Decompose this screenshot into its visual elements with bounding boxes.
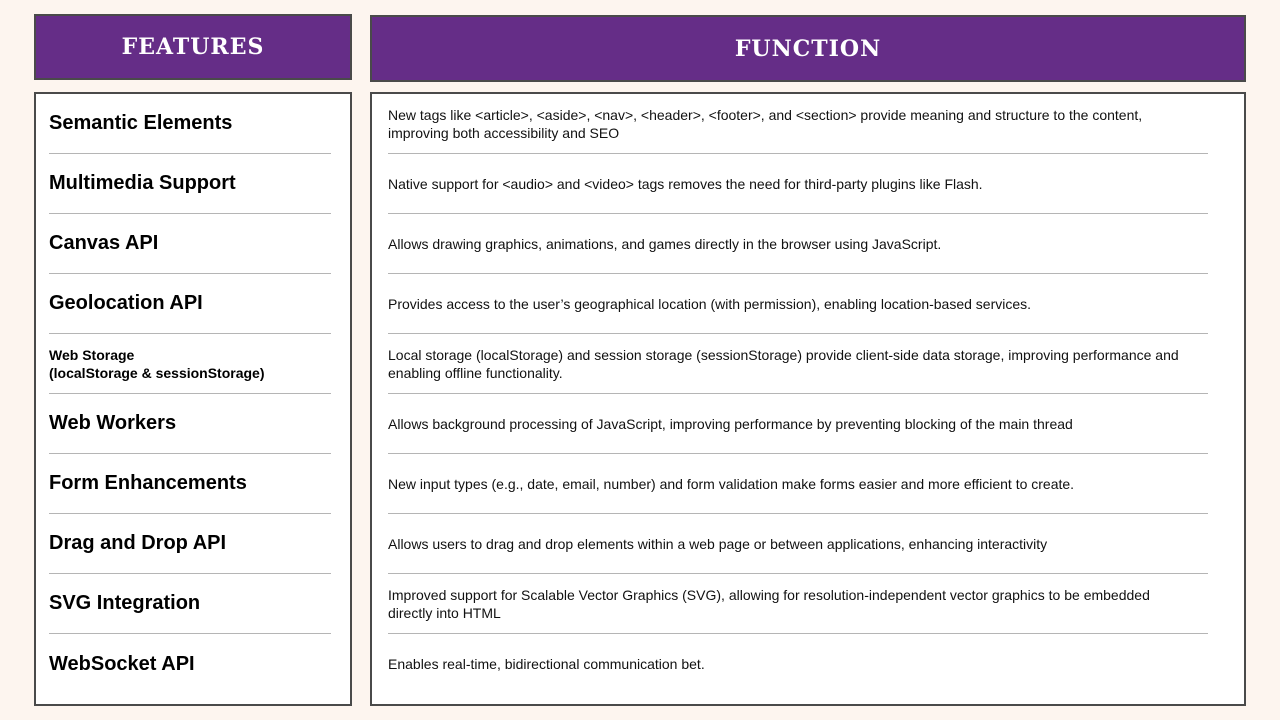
function-text: New input types (e.g., date, email, number) and form validation make forms easier and more efficient to create.	[388, 475, 1075, 492]
function-websocket-api	[388, 634, 1208, 694]
feature-web-storage	[49, 334, 331, 394]
function-multimedia-support	[388, 154, 1208, 214]
function-text: Improved support for Scalable Vector Graphics (SVG), allowing for resolution-independent vector graphics to be embedded directly into HTML	[388, 586, 1150, 621]
function-text: Provides access to the user’s geographical location (with permission), enabling location-based services.	[388, 295, 1032, 312]
features-panel	[34, 92, 352, 706]
feature-web-workers: Web Workers	[49, 394, 331, 454]
function-geolocation-api	[388, 274, 1208, 334]
function-text: Allows background processing of JavaScript, improving performance by preventing blocking of the main thread	[388, 415, 1073, 432]
feature-geolocation-api: Geolocation API	[49, 274, 331, 334]
features-header	[34, 14, 352, 80]
function-text: Allows users to drag and drop elements within a web page or between applications, enhancing interactivity	[388, 535, 1048, 552]
function-text: New tags like <article>, <aside>, <nav>, <header>, <footer>, and <section> provide meaning and structure to the content, improving both accessibility and SEO	[388, 106, 1143, 141]
function-web-storage	[388, 334, 1208, 394]
feature-svg-integration: SVG Integration	[49, 574, 331, 634]
function-text: Enables real-time, bidirectional communication bet.	[388, 656, 705, 672]
function-semantic-elements	[388, 94, 1208, 154]
function-text: Local storage (localStorage) and session storage (sessionStorage) provide client-side data storage, improving performance and enabling offline functionality.	[388, 346, 1179, 381]
function-web-workers	[388, 394, 1208, 454]
feature-drag-and-drop-api: Drag and Drop API	[49, 514, 331, 574]
feature-web-storage-label: Web Storage (localStorage & sessionStorage)	[49, 346, 265, 381]
function-form-enhancements	[388, 454, 1208, 514]
function-header	[370, 15, 1246, 82]
function-text: Allows drawing graphics, animations, and games directly in the browser using JavaScript.	[388, 235, 942, 252]
function-canvas-api	[388, 214, 1208, 274]
function-header-label: FUNCTION	[734, 35, 882, 62]
features-header-label: FEATURES	[121, 34, 265, 60]
function-panel	[370, 92, 1246, 706]
feature-canvas-api: Canvas API	[49, 214, 331, 274]
feature-form-enhancements: Form Enhancements	[49, 454, 331, 514]
feature-semantic-elements: Semantic Elements	[49, 94, 331, 154]
feature-multimedia-support: Multimedia Support	[49, 154, 331, 214]
feature-websocket-api: WebSocket API	[49, 652, 195, 675]
function-text: Native support for <audio> and <video> tags removes the need for third-party plugins like Flash.	[388, 175, 983, 192]
function-svg-integration	[388, 574, 1208, 634]
function-drag-and-drop-api	[388, 514, 1208, 574]
